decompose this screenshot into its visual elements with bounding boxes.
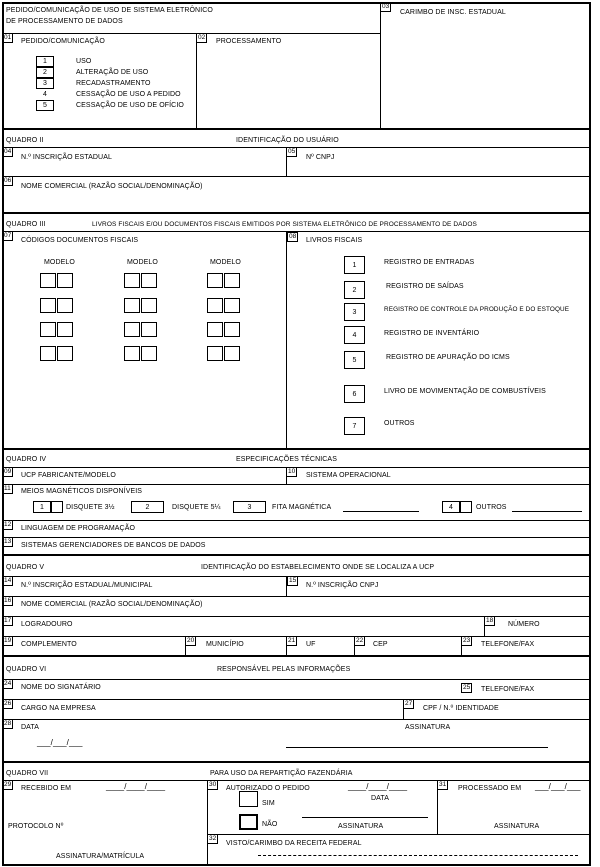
field-number: 15 (289, 577, 297, 584)
assinatura-label: ASSINATURA (405, 724, 451, 731)
field-number: 09 (4, 468, 12, 475)
livro-code-box: 2 (344, 281, 365, 299)
modelo-code-box[interactable] (207, 273, 241, 288)
cpf-field[interactable]: CPF / N.º IDENTIDADE (423, 705, 499, 712)
cargo-field[interactable]: CARGO NA EMPRESA (21, 705, 96, 712)
modelo-code-box[interactable] (40, 322, 74, 337)
data-caption: DATA (371, 795, 390, 802)
field-number: 27 (405, 700, 413, 707)
processamento-label: PROCESSAMENTO (216, 38, 282, 45)
pedido-label: PEDIDO/COMUNICAÇÃO (21, 38, 105, 45)
field-number: 11 (4, 485, 11, 492)
field-number: 08 (289, 233, 297, 240)
frame-top (2, 2, 591, 4)
processado-date[interactable]: ___/___/___ (535, 782, 581, 791)
section-rule (2, 212, 591, 214)
meio-code-box: 4 (442, 501, 460, 513)
field-number: 01 (4, 34, 12, 41)
ucp-fabricante-field[interactable]: UCP FABRICANTE/MODELO (21, 472, 116, 479)
assinatura-caption: ASSINATURA (494, 823, 540, 830)
field-number: 07 (4, 232, 12, 239)
section-rule (2, 655, 591, 657)
modelo-code-box[interactable] (124, 322, 158, 337)
divider (2, 176, 591, 177)
divider (2, 484, 591, 485)
option-code-box: 3 (36, 78, 54, 89)
meio-check-box (460, 501, 472, 513)
divider (2, 520, 591, 521)
sim-checkbox (239, 791, 258, 807)
meio-check-box (51, 501, 63, 513)
divider (2, 679, 591, 680)
option-code-box: 5 (36, 100, 54, 111)
option-label: ALTERAÇÃO DE USO (76, 69, 149, 76)
nao-checkbox (239, 814, 258, 830)
recebido-date[interactable]: ____/____/____ (106, 782, 166, 791)
divider (196, 33, 197, 129)
field-number: 12 (4, 521, 12, 528)
option-code: 4 (43, 91, 47, 98)
quadro7-label: QUADRO VII (6, 770, 49, 777)
nome-comercial-field[interactable]: NOME COMERCIAL (RAZÃO SOCIAL/DENOMINAÇÃO) (21, 183, 203, 190)
livro-label: REGISTRO DE CONTROLE DA PRODUÇÃO E DO ESTOQUE (384, 306, 570, 313)
livro-code-box: 5 (344, 351, 365, 369)
divider (2, 537, 591, 538)
inscricao-cnpj-field[interactable]: N.º INSCRIÇÃO CNPJ (306, 582, 379, 589)
nome-comercial-ucp-field[interactable]: NOME COMERCIAL (RAZÃO SOCIAL/DENOMINAÇÃO) (21, 601, 203, 608)
livro-label: OUTROS (384, 420, 415, 427)
divider (2, 596, 591, 597)
quadro5-label: QUADRO V (6, 564, 45, 571)
modelo-code-box[interactable] (207, 298, 241, 313)
field-number: 05 (288, 148, 296, 155)
section-rule (2, 761, 591, 763)
cep-field[interactable]: CEP (373, 641, 388, 648)
meio-label: OUTROS (476, 504, 507, 511)
divider (207, 834, 591, 835)
municipio-field[interactable]: MUNICÍPIO (206, 641, 244, 648)
visto-carimbo-label: VISTO/CARIMBO DA RECEITA FEDERAL (226, 840, 362, 847)
quadro2-label: QUADRO II (6, 137, 44, 144)
nao-label: NÃO (262, 821, 278, 828)
modelo-code-box[interactable] (207, 346, 241, 361)
option-code-box: 1 (36, 56, 54, 67)
modelo-code-box[interactable] (40, 273, 74, 288)
field-number: 25 (463, 684, 471, 691)
quadro3-title: LIVROS FISCAIS E/OU DOCUMENTOS FISCAIS EMITIDOS POR SISTEMA ELETRÔNICO DE PROCESSAMENTO DE DADOS (92, 221, 477, 228)
assinatura-caption: ASSINATURA (338, 823, 384, 830)
field-number: 10 (288, 468, 296, 475)
meio-code-box: 3 (233, 501, 266, 513)
field-number: 03 (382, 3, 390, 10)
carimbo-label: CARIMBO DE INSC. ESTADUAL (400, 9, 506, 16)
numero-field[interactable]: NÚMERO (508, 621, 540, 628)
field-number: 23 (463, 637, 471, 644)
data-label: DATA (21, 724, 40, 731)
quadro7-title: PARA USO DA REPARTIÇÃO FAZENDÁRIA (210, 770, 353, 777)
field-number: 13 (4, 538, 12, 545)
inscricao-municipal-field[interactable]: N.º INSCRIÇÃO ESTADUAL/MUNICIPAL (21, 582, 153, 589)
meio-label: DISQUETE 5¼ (172, 504, 221, 511)
cnpj-field[interactable]: Nº CNPJ (306, 154, 335, 161)
frame-bottom (2, 864, 591, 866)
autorizado-label: AUTORIZADO O PEDIDO (226, 785, 310, 792)
divider (2, 33, 381, 34)
header-title-line1: PEDIDO/COMUNICAÇÃO DE USO DE SISTEMA ELETRÔNICO (6, 7, 213, 14)
modelo-code-box[interactable] (124, 346, 158, 361)
assinatura-line[interactable] (302, 817, 428, 818)
signatario-field[interactable]: NOME DO SIGNATÁRIO (21, 684, 101, 691)
modelo-code-box[interactable] (124, 273, 158, 288)
meio-blank (343, 511, 419, 512)
livro-label: REGISTRO DE SAÍDAS (386, 283, 464, 290)
field-number: 31 (439, 781, 447, 788)
logradouro-field[interactable]: LOGRADOURO (21, 621, 73, 628)
option-code-box: 2 (36, 67, 54, 78)
quadro3-label: QUADRO III (6, 221, 46, 228)
autorizado-date[interactable]: ____/____/____ (348, 782, 408, 791)
option-label: USO (76, 58, 92, 65)
meio-label: FITA MAGNÉTICA (272, 504, 332, 511)
livro-code-box: 7 (344, 417, 365, 435)
livro-label: REGISTRO DE APURAÇÃO DO ICMS (386, 354, 510, 361)
inscricao-estadual-field[interactable]: N.º INSCRIÇÃO ESTADUAL (21, 154, 112, 161)
field-number: 20 (187, 637, 195, 644)
divider (2, 616, 591, 617)
processado-label: PROCESSADO EM (458, 785, 522, 792)
meio-code-box: 2 (131, 501, 164, 513)
field-number: 06 (4, 177, 12, 184)
codigos-label: CÓDIGOS DOCUMENTOS FISCAIS (21, 237, 139, 244)
livros-label: LIVROS FISCAIS (306, 237, 363, 244)
field-number: 29 (4, 781, 12, 788)
sim-label: SIM (262, 800, 275, 807)
linguagem-field[interactable]: LINGUAGEM DE PROGRAMAÇÃO (21, 525, 136, 532)
recebido-label: RECEBIDO EM (21, 785, 72, 792)
field-number: 04 (4, 148, 12, 155)
divider (380, 2, 381, 129)
field-number: 26 (4, 700, 12, 707)
field-number: 19 (4, 637, 12, 644)
modelo-code-box[interactable] (40, 346, 74, 361)
livro-label: REGISTRO DE ENTRADAS (384, 259, 475, 266)
telefone-ucp-field[interactable]: TELEFONE/FAX (481, 641, 535, 648)
field-number: 22 (356, 637, 364, 644)
modelo-code-box[interactable] (40, 298, 74, 313)
modelo-header: MODELO (127, 259, 158, 266)
complemento-field[interactable]: COMPLEMENTO (21, 641, 77, 648)
quadro2-title: IDENTIFICAÇÃO DO USUÁRIO (236, 137, 339, 144)
divider (2, 699, 591, 700)
field-number: 30 (209, 781, 217, 788)
protocolo-label: PROTOCOLO Nº (8, 823, 64, 830)
livro-code-box: 4 (344, 326, 365, 344)
quadro5-title: IDENTIFICAÇÃO DO ESTABELECIMENTO ONDE SE LOCALIZA A UCP (201, 564, 435, 571)
meios-magneticos-label: MEIOS MAGNÉTICOS DISPONÍVEIS (21, 488, 143, 495)
field-number: 16 (4, 597, 12, 604)
field-number: 02 (198, 34, 206, 41)
livro-label: REGISTRO DE INVENTÁRIO (384, 330, 480, 337)
section-rule (2, 128, 591, 130)
field-number: 14 (4, 577, 12, 584)
visto-line[interactable] (258, 855, 578, 856)
assinatura-matricula-label: ASSINATURA/MATRÍCULA (56, 853, 145, 860)
option-label: RECADASTRAMENTO (76, 80, 151, 87)
livro-code-box: 6 (344, 385, 365, 403)
option-label: CESSAÇÃO DE USO DE OFÍCIO (76, 102, 184, 109)
quadro4-label: QUADRO IV (6, 456, 47, 463)
frame-right (589, 2, 591, 866)
quadro4-title: ESPECIFICAÇÕES TÉCNICAS (236, 456, 337, 463)
quadro6-label: QUADRO VI (6, 666, 47, 673)
divider (2, 780, 591, 781)
sgbd-field[interactable]: SISTEMAS GERENCIADORES DE BANCOS DE DADOS (21, 542, 206, 549)
field-number: 24 (4, 680, 12, 687)
divider (286, 231, 287, 449)
section-rule (2, 554, 591, 556)
assinatura-line[interactable] (286, 747, 548, 748)
meio-code-box: 1 (33, 501, 51, 513)
field-number: 18 (486, 617, 494, 624)
sistema-operacional-field[interactable]: SISTEMA OPERACIONAL (306, 472, 391, 479)
field-number: 21 (288, 637, 296, 644)
livro-label: LIVRO DE MOVIMENTAÇÃO DE COMBUSTÍVEIS (384, 388, 546, 395)
livro-code-box: 1 (344, 256, 365, 274)
uf-field[interactable]: UF (306, 641, 316, 648)
divider (207, 780, 208, 866)
field-number: 17 (4, 617, 12, 624)
modelo-header: MODELO (44, 259, 75, 266)
modelo-header: MODELO (210, 259, 241, 266)
frame-left (2, 2, 4, 866)
livro-code-box: 3 (344, 303, 365, 321)
meio-blank (512, 511, 582, 512)
option-label: CESSAÇÃO DE USO A PEDIDO (76, 91, 181, 98)
meio-label: DISQUETE 3½ (66, 504, 115, 511)
telefone-responsavel-field[interactable]: TELEFONE/FAX (481, 686, 535, 693)
field-number: 32 (209, 835, 217, 842)
field-number: 28 (4, 720, 12, 727)
data-blank[interactable]: ___/___/___ (37, 738, 83, 747)
header-title-line2: DE PROCESSAMENTO DE DADOS (6, 18, 123, 25)
modelo-code-box[interactable] (124, 298, 158, 313)
section-rule (2, 448, 591, 450)
quadro6-title: RESPONSÁVEL PELAS INFORMAÇÕES (217, 666, 351, 673)
divider (2, 719, 591, 720)
modelo-code-box[interactable] (207, 322, 241, 337)
